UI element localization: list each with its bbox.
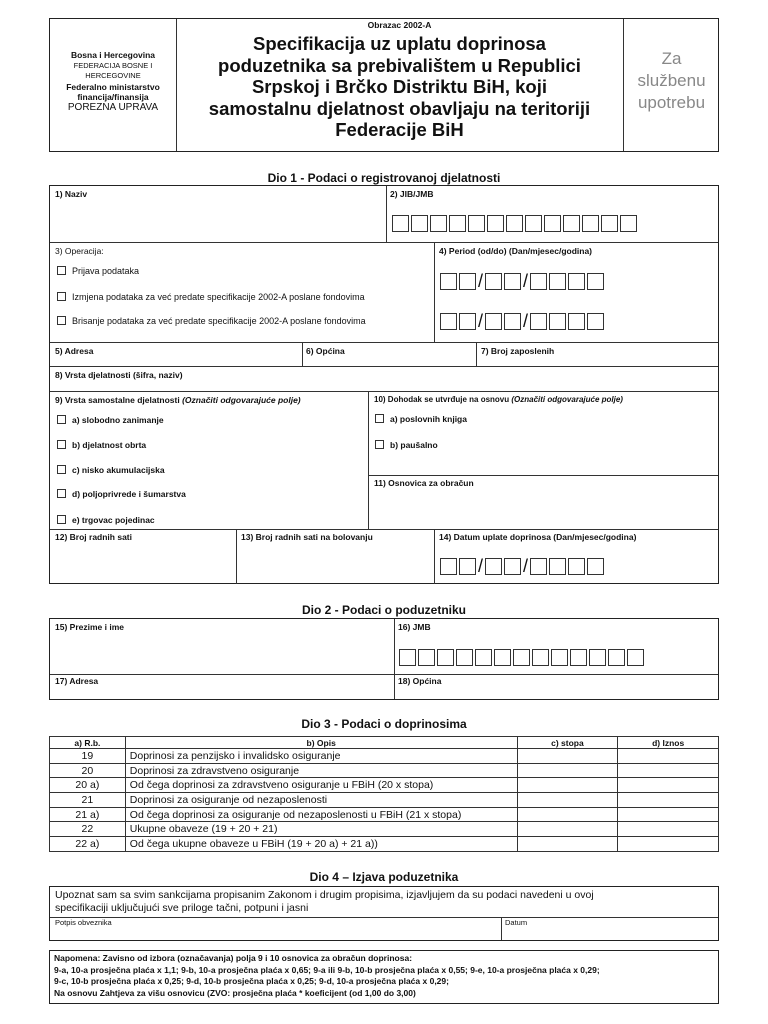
table-row bbox=[50, 749, 719, 764]
activity-label: e) trgovac pojedinac bbox=[72, 515, 155, 525]
income-label: a) poslovnih knjiga bbox=[390, 414, 467, 424]
field-opcina2-label: 18) Općina bbox=[398, 676, 442, 686]
checkbox[interactable] bbox=[57, 465, 66, 474]
table-row bbox=[50, 807, 719, 822]
cell-rb: 19 bbox=[50, 749, 126, 764]
checkbox[interactable] bbox=[57, 489, 66, 498]
label-note: (Označiti odgovarajuće polje) bbox=[511, 395, 623, 404]
statement-line: specifikaciji uključujući sve priloge tačni, potpuni i jasni bbox=[55, 902, 309, 914]
activity-d[interactable] bbox=[57, 489, 186, 499]
checkbox[interactable] bbox=[375, 414, 384, 423]
slash: / bbox=[523, 271, 529, 291]
field-zaposleni-label: 7) Broj zaposlenih bbox=[481, 346, 555, 356]
field-osnovica-label: 11) Osnovica za obračun bbox=[374, 478, 474, 488]
checkbox[interactable] bbox=[57, 515, 66, 524]
cell-opis: Doprinosi za zdravstveno osiguranje bbox=[125, 763, 517, 778]
cell-opis: Doprinosi za osiguranje od nezaposlenosti bbox=[125, 793, 517, 808]
field-adresa2-label: 17) Adresa bbox=[55, 676, 99, 686]
period-from-input[interactable] bbox=[440, 271, 606, 292]
checkbox[interactable] bbox=[57, 266, 66, 275]
slash: / bbox=[523, 311, 529, 331]
issuer-line2: FEDERACIJA BOSNE I bbox=[73, 60, 153, 70]
issuer-block bbox=[51, 50, 175, 113]
field-jmb-label: 16) JMB bbox=[398, 622, 431, 632]
activity-label: b) djelatnost obrta bbox=[72, 440, 147, 450]
slash: / bbox=[478, 311, 484, 331]
period-to-input[interactable] bbox=[440, 311, 606, 332]
cell-iznos[interactable] bbox=[618, 763, 719, 778]
field-jib-label: 2) JIB/JMB bbox=[390, 189, 434, 199]
income-a[interactable] bbox=[375, 414, 467, 424]
table-row bbox=[50, 793, 719, 808]
cell-rb: 21 a) bbox=[50, 807, 126, 822]
cell-rb: 20 bbox=[50, 763, 126, 778]
table-header bbox=[50, 737, 719, 749]
income-b[interactable] bbox=[375, 440, 438, 450]
field-dohodak-label bbox=[374, 395, 623, 404]
cell-rb: 21 bbox=[50, 793, 126, 808]
col-rb: a) R.b. bbox=[50, 737, 126, 749]
label-text: 9) Vrsta samostalne djelatnosti bbox=[55, 395, 180, 405]
official-use bbox=[624, 48, 719, 114]
note-line: Na osnovu Zahtjeva za višu osnovicu (ZVO: prosječna plaća * koeficijent (od 1,00 do 3,00) bbox=[54, 987, 416, 998]
official-line: Za bbox=[661, 49, 682, 68]
cell-stopa[interactable] bbox=[517, 778, 618, 793]
activity-e[interactable] bbox=[57, 515, 155, 525]
field-prezime-label: 15) Prezime i ime bbox=[55, 622, 124, 632]
field-vrsta-label: 8) Vrsta djelatnosti (šifra, naziv) bbox=[55, 370, 183, 380]
issuer-line1: Bosna i Hercegovina bbox=[70, 50, 156, 60]
activity-c[interactable] bbox=[57, 465, 165, 475]
op-label: Prijava podataka bbox=[72, 266, 140, 276]
checkbox[interactable] bbox=[57, 292, 66, 301]
title-line: poduzetnika sa prebivalištem u Republici bbox=[218, 54, 581, 76]
note-text bbox=[54, 953, 600, 999]
date-label: Datum bbox=[505, 918, 528, 927]
cell-opis: Od čega ukupne obaveze u FBiH (19 + 20 a) + 21 a)) bbox=[125, 837, 517, 852]
slash: / bbox=[478, 271, 484, 291]
field-bolovanje-label: 13) Broj radnih sati na bolovanju bbox=[241, 532, 373, 542]
official-line: upotrebu bbox=[637, 93, 706, 112]
label-text: 10) Dohodak se utvrđuje na osnovu bbox=[374, 395, 510, 404]
jib-input[interactable] bbox=[392, 215, 639, 232]
issuer-line3: HERCEGOVINE bbox=[85, 71, 141, 80]
cell-iznos[interactable] bbox=[618, 837, 719, 852]
cell-opis: Od čega doprinosi za zdravstveno osiguranje u FBiH (20 x stopa) bbox=[125, 778, 517, 793]
note-line: 9-a, 10-a prosječna plaća x 1,1; 9-b, 10-a prosječna plaća x 0,65; 9-a ili 9-b, 10-b prosječna plaća x 0,55; 9-e, 10-a prosječna plaća x 0,29; bbox=[54, 964, 600, 975]
cell-iznos[interactable] bbox=[618, 822, 719, 837]
cell-rb: 22 a) bbox=[50, 837, 126, 852]
issuer-line4: Federalno ministarstvo bbox=[66, 81, 160, 92]
cell-iznos[interactable] bbox=[618, 793, 719, 808]
op-izmjena[interactable] bbox=[57, 292, 365, 302]
note-line: Napomena: Zavisno od izbora (označavanja) polja 9 i 10 osnovica za obračun doprinosa: bbox=[54, 953, 413, 963]
op-brisanje[interactable] bbox=[57, 316, 366, 326]
title-line: Specifikacija uz uplatu doprinosa bbox=[253, 33, 546, 54]
checkbox[interactable] bbox=[57, 440, 66, 449]
checkbox[interactable] bbox=[57, 316, 66, 325]
cell-iznos[interactable] bbox=[618, 807, 719, 822]
op-label: Brisanje podataka za već predate specifikacije 2002-A poslane fondovima bbox=[72, 316, 366, 326]
cell-iznos[interactable] bbox=[618, 778, 719, 793]
op-prijava[interactable] bbox=[57, 266, 139, 276]
slash: / bbox=[478, 556, 484, 576]
cell-iznos[interactable] bbox=[618, 749, 719, 764]
activity-a[interactable] bbox=[57, 415, 164, 425]
title-line: samostalnu djelatnost obavljaju na teritoriji bbox=[208, 97, 591, 119]
part1-title: Dio 1 - Podaci o registrovanoj djelatnosti bbox=[267, 171, 501, 185]
title-line: Srpskoj i Brčko Distriktu BiH, koji bbox=[251, 76, 548, 97]
checkbox[interactable] bbox=[57, 415, 66, 424]
cell-stopa[interactable] bbox=[517, 793, 618, 808]
field-samostalna-label bbox=[55, 395, 301, 405]
cell-rb: 22 bbox=[50, 822, 126, 837]
table-row bbox=[50, 822, 719, 837]
cell-stopa[interactable] bbox=[517, 749, 618, 764]
cell-opis: Ukupne obaveze (19 + 20 + 21) bbox=[125, 822, 517, 837]
field-naziv-label: 1) Naziv bbox=[55, 189, 88, 199]
table-row bbox=[50, 778, 719, 793]
title-line: Federacije BiH bbox=[335, 119, 464, 140]
statement-line: Upoznat sam sa svim sankcijama propisanim Zakonom i drugim propisima, izjavljujem da su podaci navedeni u ovoj bbox=[55, 889, 594, 901]
cell-stopa[interactable] bbox=[517, 837, 618, 852]
cell-rb: 20 a) bbox=[50, 778, 126, 793]
activity-label: c) nisko akumulacijska bbox=[72, 465, 165, 475]
col-stopa: c) stopa bbox=[517, 737, 618, 749]
cell-stopa[interactable] bbox=[517, 763, 618, 778]
official-line: službenu bbox=[637, 71, 706, 90]
contributions-table bbox=[49, 736, 719, 852]
part4-title: Dio 4 – Izjava poduzetnika bbox=[309, 870, 459, 884]
jmb-input[interactable] bbox=[399, 649, 646, 666]
field-adresa-label: 5) Adresa bbox=[55, 346, 94, 356]
field-sati-label: 12) Broj radnih sati bbox=[55, 532, 132, 542]
slash: / bbox=[523, 556, 529, 576]
activity-label: d) poljoprivrede i šumarstva bbox=[72, 489, 186, 499]
issuer-line5: financija/finansija bbox=[77, 92, 149, 102]
cell-opis: Doprinosi za penzijsko i invalidsko osiguranje bbox=[125, 749, 517, 764]
form-number: Obrazac 2002-A bbox=[367, 20, 432, 30]
table-row bbox=[50, 837, 719, 852]
cell-stopa[interactable] bbox=[517, 807, 618, 822]
activity-label: a) slobodno zanimanje bbox=[72, 415, 164, 425]
statement-text bbox=[55, 889, 594, 915]
op-label: Izmjena podataka za već predate specifikacije 2002-A poslane fondovima bbox=[72, 292, 365, 302]
page-title bbox=[176, 33, 623, 141]
field-opcina-label: 6) Općina bbox=[306, 346, 345, 356]
part2-title: Dio 2 - Podaci o poduzetniku bbox=[301, 603, 466, 617]
label-note: (Označiti odgovarajuće polje) bbox=[182, 395, 301, 405]
payment-date-input[interactable] bbox=[440, 556, 606, 577]
field-period-label: 4) Period (od/do) (Dan/mjesec/godina) bbox=[439, 246, 593, 256]
cell-opis: Od čega doprinosi za osiguranje od nezaposlenosti u FBiH (21 x stopa) bbox=[125, 807, 517, 822]
income-label: b) paušalno bbox=[390, 440, 438, 450]
col-iznos: d) Iznos bbox=[618, 737, 719, 749]
table-row bbox=[50, 763, 719, 778]
note-line: 9-c, 10-b prosječna plaća x 0,25; 9-d, 10-b prosječna plaća x 0,25; 9-d, 10-a prosječna plaća x 0,29; bbox=[54, 976, 449, 986]
issuer-line6: POREZNA UPRAVA bbox=[67, 101, 159, 113]
signature-label: Potpis obveznika bbox=[55, 918, 112, 927]
cell-stopa[interactable] bbox=[517, 822, 618, 837]
field-datum-uplate-label: 14) Datum uplate doprinosa (Dan/mjesec/godina) bbox=[439, 532, 637, 542]
activity-b[interactable] bbox=[57, 440, 146, 450]
col-opis: b) Opis bbox=[125, 737, 517, 749]
field-operacija-label: 3) Operacija: bbox=[55, 246, 104, 256]
checkbox[interactable] bbox=[375, 440, 384, 449]
part3-title: Dio 3 - Podaci o doprinosima bbox=[301, 717, 467, 731]
